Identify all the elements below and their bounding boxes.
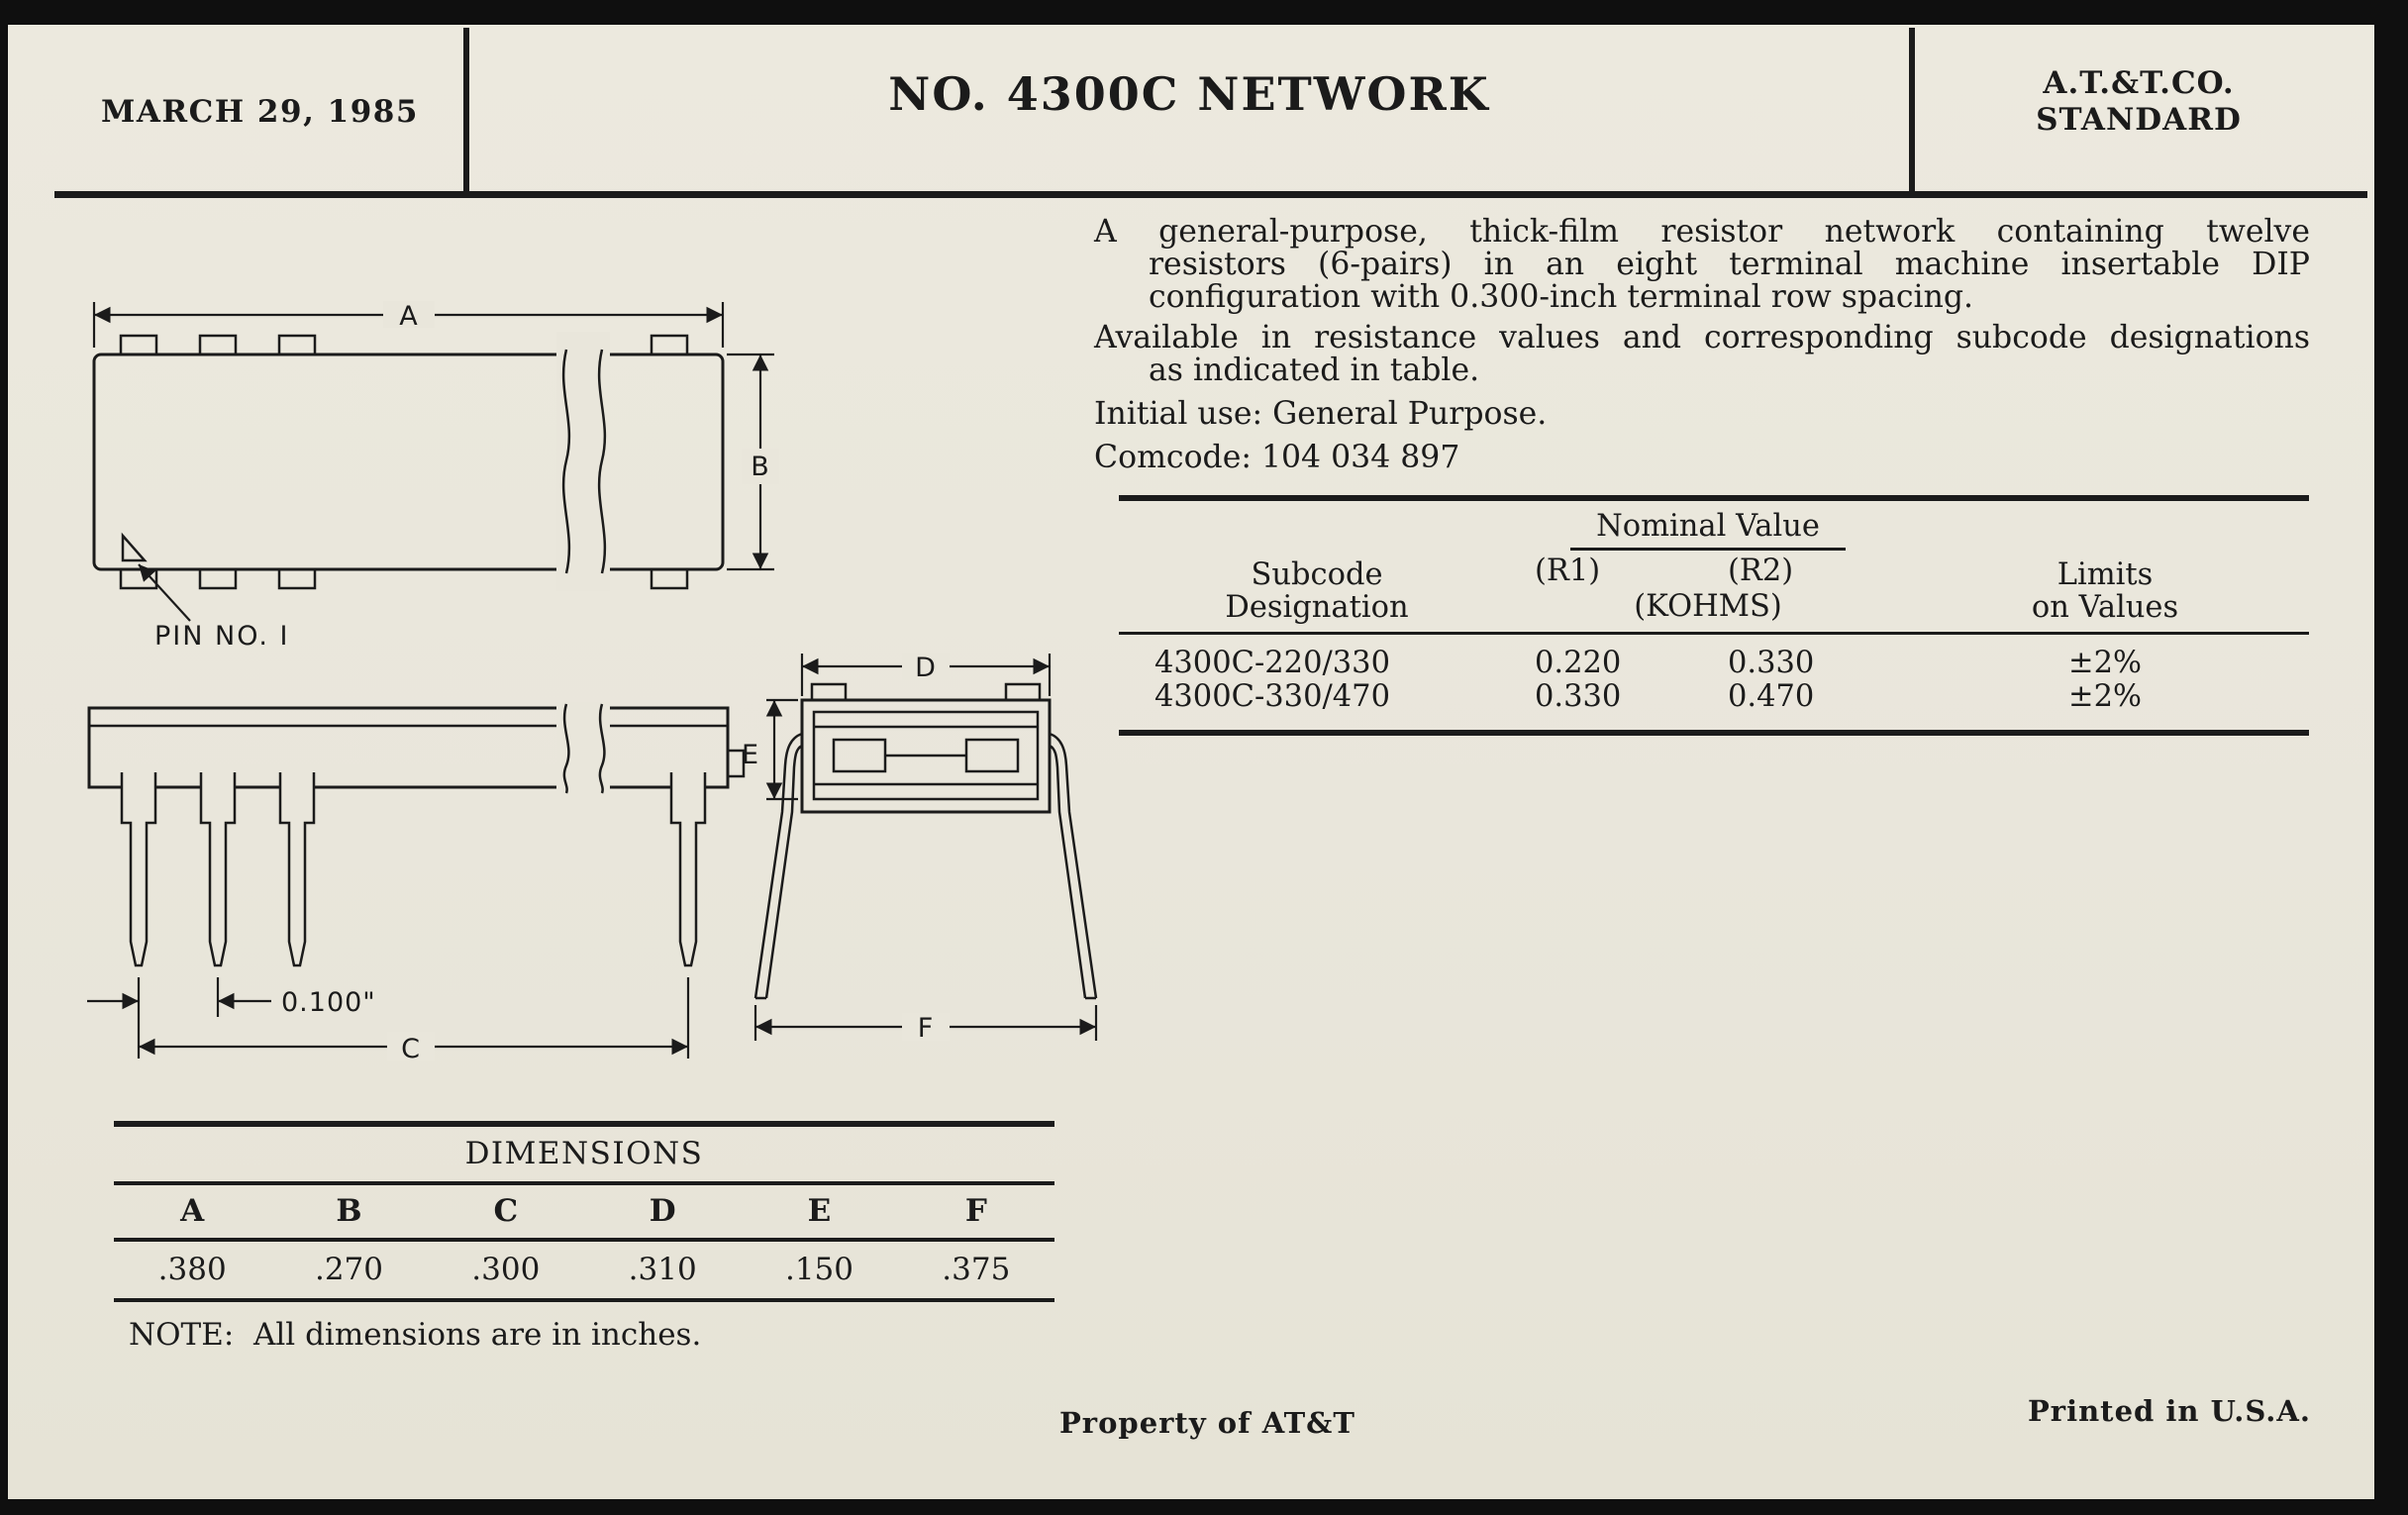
initial-use-line: Initial use: General Purpose.: [1094, 396, 1548, 432]
dim-value-cell: .375: [942, 1252, 1011, 1287]
dim-header-cell: A: [180, 1193, 205, 1229]
dim-header-cell: C: [493, 1193, 519, 1229]
column-header-text: Limits: [2057, 557, 2154, 592]
lead-frame: [834, 740, 885, 771]
header-divider-right: [1909, 28, 1915, 192]
pin-side-view: [122, 772, 155, 965]
end-view-drawing: [742, 653, 1096, 1044]
dimensions-table-value-row: [114, 1242, 1054, 1298]
r2-label: (R2): [1728, 554, 1794, 588]
dimensions-note: NOTE: All dimensions are in inches.: [129, 1317, 702, 1353]
values-table: [1119, 495, 2309, 736]
pin-tab: [652, 336, 687, 354]
top-view-drawing: [94, 301, 779, 652]
r1-cell: 0.330: [1535, 679, 1622, 714]
org-line2: STANDARD: [2036, 102, 2242, 138]
pin-side-view: [671, 772, 705, 965]
package-body-top-view: [94, 354, 723, 569]
comcode-line: Comcode: 104 034 897: [1094, 440, 1460, 475]
r2-cell: 0.470: [1728, 679, 1815, 714]
description-line: Available in resistance values and corresponding subcode designations: [1094, 320, 2310, 355]
pin1-label: PIN NO. I: [154, 621, 290, 652]
pin-side-view: [280, 772, 314, 965]
dim-label-e: E: [741, 740, 760, 770]
limits-cell: ±2%: [2068, 646, 2142, 680]
dim-value-cell: .310: [628, 1252, 697, 1287]
description-line: as indicated in table.: [1149, 353, 1480, 388]
pin-tab: [1006, 684, 1040, 700]
r1-r2-labels: [1515, 554, 1901, 588]
dimensions-table-title: DIMENSIONS: [464, 1136, 704, 1171]
property-notice: Property of AT&T: [1059, 1406, 1355, 1440]
table-rule: [114, 1298, 1054, 1302]
r1-cell: 0.220: [1535, 646, 1622, 680]
values-table-row: [1119, 680, 2309, 730]
pin-spacing-label: 0.100": [281, 987, 376, 1018]
pin-tab: [200, 336, 236, 354]
pin-tab: [652, 569, 687, 588]
pin-tab: [279, 569, 315, 588]
lead-frame: [966, 740, 1018, 771]
dim-label-b: B: [751, 452, 770, 482]
subcode-cell: 4300C-220/330: [1154, 646, 1390, 680]
pin-tab: [812, 684, 846, 700]
column-header-text: Designation: [1225, 590, 1409, 625]
column-header-subcode: [1119, 558, 1515, 624]
column-header-text: Subcode: [1251, 557, 1383, 592]
dim-header-cell: D: [649, 1193, 676, 1229]
dim-header-cell: E: [807, 1193, 832, 1229]
pin-tab: [121, 336, 156, 354]
dim-header-cell: F: [964, 1193, 987, 1229]
description-line: A general-purpose, thick-film resistor network containing twelve: [1094, 214, 2310, 250]
org-line1: A.T.&T.CO.: [2043, 65, 2235, 101]
r1-label: (R1): [1535, 554, 1601, 588]
description-line: configuration with 0.300-inch terminal row spacing.: [1149, 279, 1974, 315]
dimensions-table-header-row: [114, 1185, 1054, 1238]
description-line: resistors (6-pairs) in an eight terminal machine insertable DIP: [1149, 247, 2310, 282]
dim-label-d: D: [915, 653, 937, 683]
kohms-label: (KOHMS): [1634, 589, 1782, 624]
side-view-drawing: [87, 702, 744, 1064]
r2-cell: 0.330: [1728, 646, 1815, 680]
document-date: MARCH 29, 1985: [101, 94, 419, 130]
pin-tab: [279, 336, 315, 354]
values-table-row: [1119, 635, 2309, 680]
org-standard-label: [1915, 65, 2362, 139]
dim-header-cell: B: [336, 1193, 362, 1229]
dim-value-cell: .270: [314, 1252, 383, 1287]
dim-label-c: C: [401, 1034, 421, 1064]
pin-tab: [200, 569, 236, 588]
dimensions-table: [114, 1121, 1054, 1302]
header-rule: [54, 191, 2367, 198]
dim-label-a: A: [399, 301, 419, 332]
column-header-nominal: [1515, 509, 1901, 624]
description-block: [1094, 216, 2310, 474]
page-title: NO. 4300C NETWORK: [888, 67, 1490, 121]
subcode-cell: 4300C-330/470: [1154, 679, 1390, 714]
package-body-side-view: [89, 708, 728, 787]
printed-notice: Printed in U.S.A.: [2028, 1394, 2311, 1428]
table-rule: [1119, 730, 2309, 736]
dim-value-cell: .150: [784, 1252, 853, 1287]
nominal-value-label: Nominal Value: [1570, 509, 1846, 551]
dim-label-f: F: [917, 1013, 935, 1044]
limits-cell: ±2%: [2068, 679, 2142, 714]
column-header-text: on Values: [2031, 590, 2179, 625]
header-divider-left: [463, 28, 469, 192]
pin1-marker-triangle: [123, 536, 145, 560]
technical-drawings: [59, 272, 1109, 1094]
pin1-leader-arrow: [139, 564, 190, 621]
pin-side-view: [201, 772, 235, 965]
dim-value-cell: .380: [157, 1252, 227, 1287]
dim-value-cell: .300: [471, 1252, 541, 1287]
column-header-limits: [1901, 558, 2309, 624]
values-table-header: [1119, 501, 2309, 632]
